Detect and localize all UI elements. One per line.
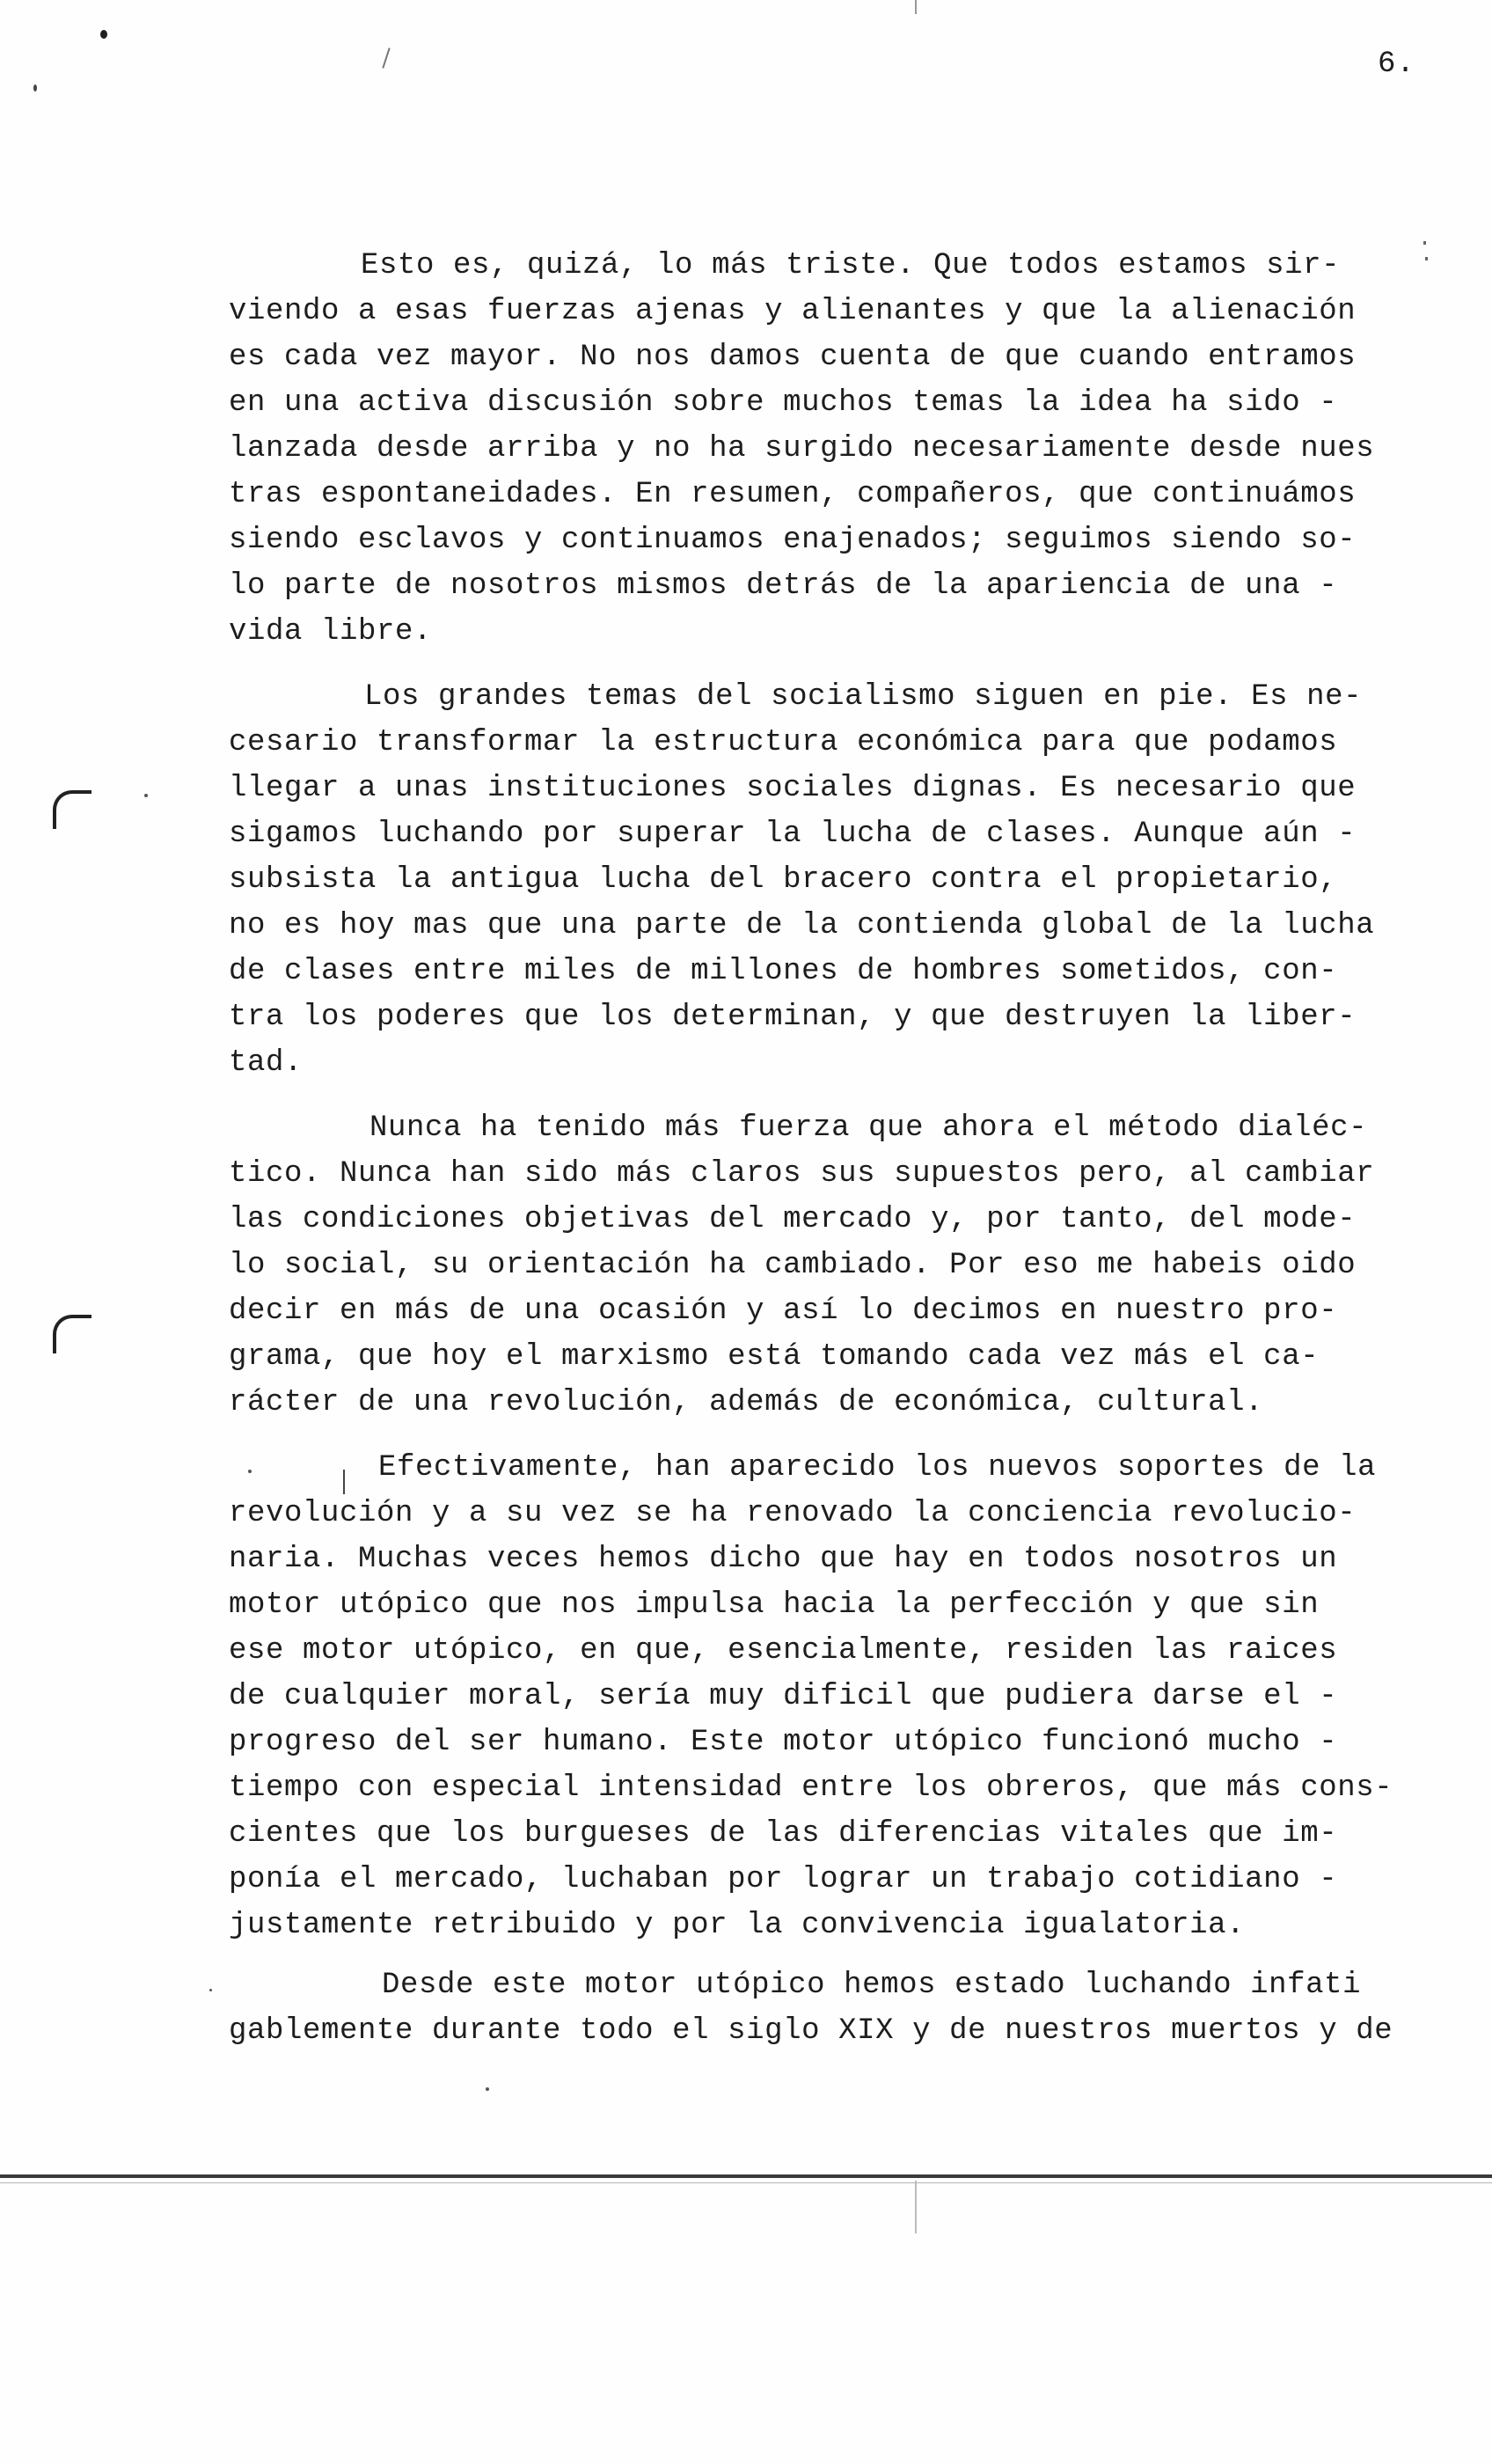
text-line: tico. Nunca han sido más claros sus supuestos pero, al cambiar	[229, 1157, 1375, 1191]
text-line: sigamos luchando por superar la lucha de clases. Aunque aún -	[229, 818, 1357, 851]
scan-speck	[1425, 257, 1428, 260]
text-line: progreso del ser humano. Este motor utópico funcionó mucho -	[229, 1726, 1338, 1759]
text-line: cesario transformar la estructura económica para que podamos	[229, 726, 1338, 759]
scan-speck	[343, 1470, 345, 1494]
text-line: vida libre.	[229, 615, 433, 649]
text-line: lo parte de nosotros mismos detrás de la apariencia de una -	[229, 569, 1338, 603]
text-line: Desde este motor utópico hemos estado luchando infati	[382, 1969, 1362, 2002]
scan-speck	[915, 2181, 917, 2233]
text-line: gablemente durante todo el siglo XIX y de nuestros muertos y de	[229, 2014, 1393, 2048]
text-line: siendo esclavos y continuamos enajenados; seguimos siendo so-	[229, 524, 1357, 557]
text-line: ponía el mercado, luchaban por lograr un trabajo cotidiano -	[229, 1863, 1338, 1896]
text-line: de cualquier moral, sería muy dificil que pudiera darse el -	[229, 1680, 1338, 1713]
text-line: lo social, su orientación ha cambiado. Por eso me habeis oido	[229, 1249, 1357, 1282]
text-line: en una activa discusión sobre muchos temas la idea ha sido -	[229, 386, 1338, 420]
scan-speck	[33, 84, 37, 92]
text-line: de clases entre miles de millones de hombres sometidos, con-	[229, 955, 1338, 988]
text-line: tra los poderes que los determinan, y que destruyen la liber-	[229, 1001, 1357, 1034]
text-line: ese motor utópico, en que, esencialmente, residen las raices	[229, 1634, 1338, 1668]
text-line: las condiciones objetivas del mercado y, por tanto, del mode-	[229, 1203, 1357, 1236]
text-line: decir en más de una ocasión y así lo decimos en nuestro pro-	[229, 1294, 1338, 1328]
text-line: Nunca ha tenido más fuerza que ahora el método dialéc-	[369, 1111, 1368, 1145]
text-line: motor utópico que nos impulsa hacia la perfección y que sin	[229, 1588, 1320, 1622]
text-line: tras espontaneidades. En resumen, compañeros, que continuámos	[229, 478, 1357, 511]
scan-speck	[144, 794, 148, 797]
text-line: justamente retribuido y por la convivencia igualatoria.	[229, 1909, 1246, 1942]
scan-speck	[915, 0, 917, 14]
margin-mark	[53, 790, 91, 829]
text-line: lanzada desde arriba y no ha surgido necesariamente desde nues	[229, 432, 1375, 466]
text-line: Efectivamente, han aparecido los nuevos soportes de la	[378, 1451, 1377, 1485]
text-line: es cada vez mayor. No nos damos cuenta de que cuando entramos	[229, 341, 1357, 374]
text-line: grama, que hoy el marxismo está tomando cada vez más el ca-	[229, 1340, 1320, 1374]
text-line: revolución y a su vez se ha renovado la conciencia revolucio-	[229, 1497, 1357, 1530]
page-bottom-rule	[0, 2174, 1492, 2178]
text-line: no es hoy mas que una parte de la contienda global de la lucha	[229, 909, 1375, 942]
margin-mark	[53, 1315, 91, 1353]
text-line: subsista la antigua lucha del bracero contra el propietario,	[229, 863, 1338, 897]
text-line: llegar a unas instituciones sociales dignas. Es necesario que	[229, 772, 1357, 805]
page-bottom-rule-shadow	[0, 2182, 1492, 2183]
scan-speck	[100, 30, 107, 39]
text-line: Los grandes temas del socialismo siguen en pie. Es ne-	[364, 680, 1363, 714]
text-line: cientes que los burgueses de las diferencias vitales que im-	[229, 1817, 1338, 1851]
text-line: viendo a esas fuerzas ajenas y alienantes y que la alienación	[229, 295, 1357, 328]
page-number: 6.	[1378, 48, 1415, 81]
scan-speck	[248, 1470, 252, 1473]
scan-speck	[209, 1989, 212, 1991]
text-line: tad.	[229, 1046, 304, 1080]
scan-speck	[1423, 241, 1426, 245]
text-line: tiempo con especial intensidad entre los obreros, que más cons-	[229, 1771, 1393, 1805]
scan-speck	[486, 2087, 489, 2091]
text-line: Esto es, quizá, lo más triste. Que todos estamos sir-	[361, 249, 1341, 282]
text-line: rácter de una revolución, además de económica, cultural.	[229, 1386, 1264, 1419]
text-line: naria. Muchas veces hemos dicho que hay en todos nosotros un	[229, 1543, 1338, 1576]
scan-speck	[382, 48, 390, 68]
